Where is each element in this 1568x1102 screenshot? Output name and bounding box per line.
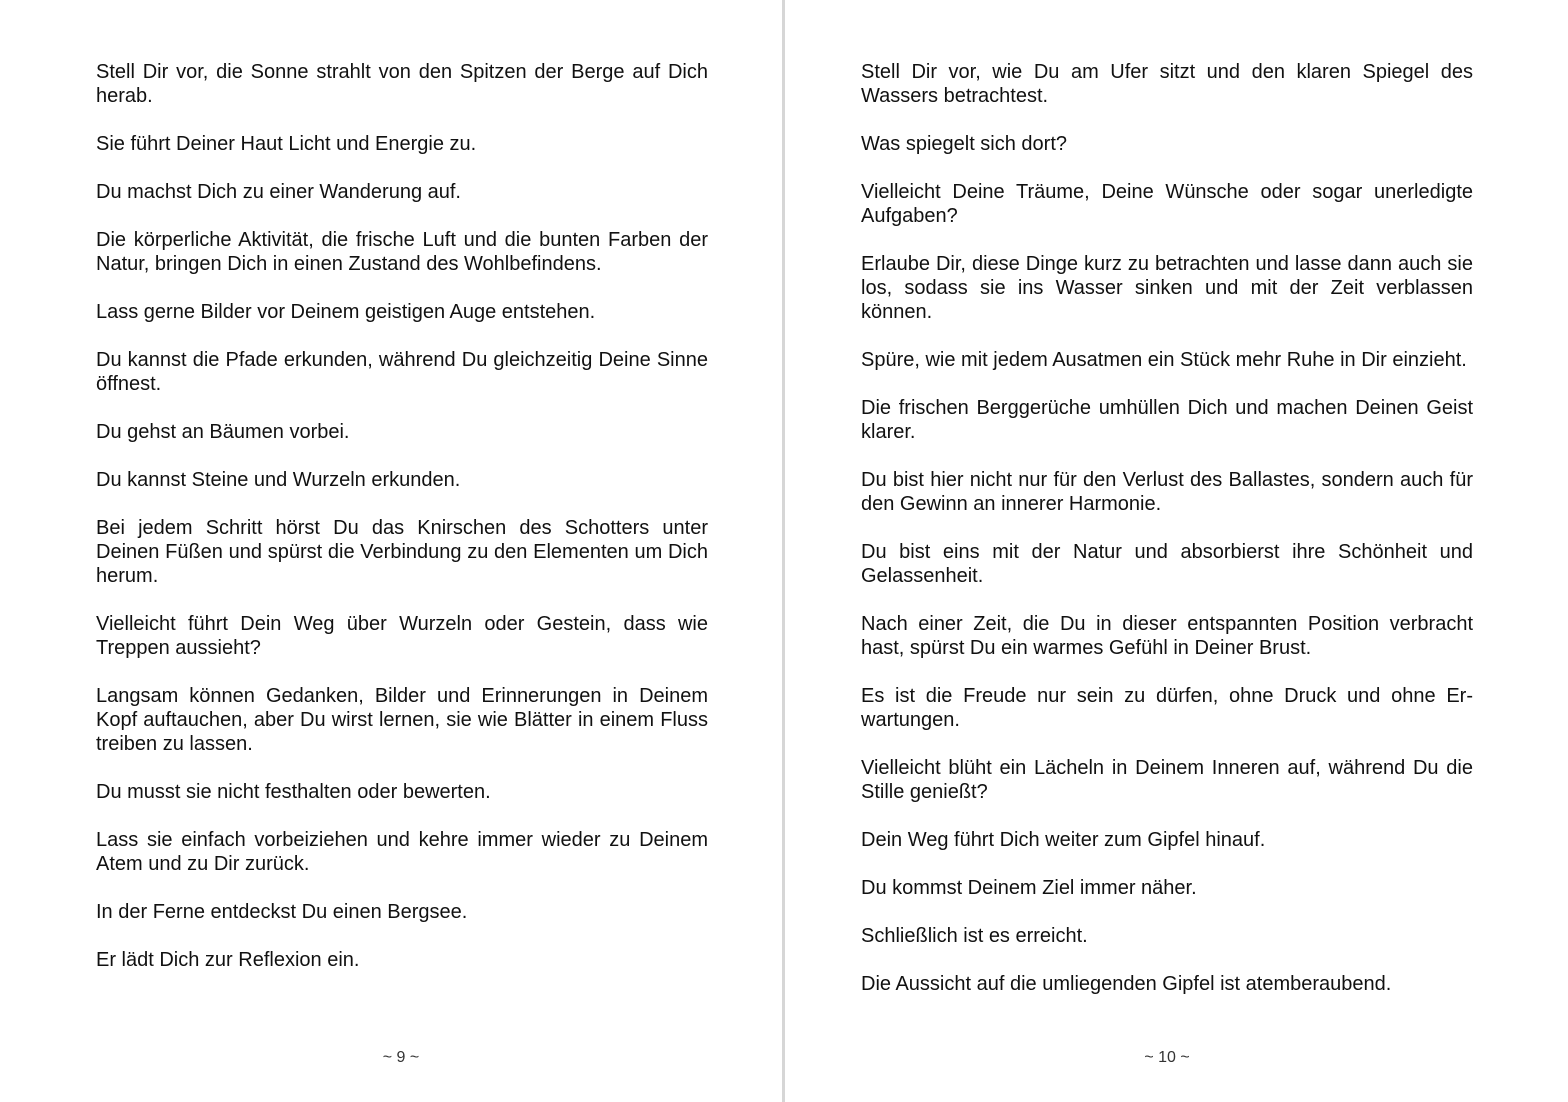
paragraph: Was spiegelt sich dort? — [861, 133, 1068, 155]
paragraph: Du musst sie nicht festhalten oder bewerten. — [96, 781, 491, 803]
paragraph: Er lädt Dich zur Reflexion ein. — [96, 949, 360, 971]
paragraph: Lass gerne Bilder vor Deinem geistigen Auge entstehen. — [96, 301, 596, 323]
paragraph: Schließlich ist es erreicht. — [861, 925, 1088, 947]
paragraph: Vielleicht blüht ein Lächeln in Deinem Inneren auf, während Du die Stille genießt? — [861, 757, 1473, 803]
right-page — [785, 0, 1568, 1102]
paragraph: Stell Dir vor, die Sonne strahlt von den Spitzen der Berge auf Dich herab. — [96, 61, 708, 107]
paragraph: Lass sie einfach vorbeiziehen und kehre immer wieder zu Deinem Atem und zu Dir zurück. — [96, 829, 708, 875]
paragraph: Du gehst an Bäumen vorbei. — [96, 421, 350, 443]
paragraph: In der Ferne entdeckst Du einen Bergsee. — [96, 901, 468, 923]
paragraph: Stell Dir vor, wie Du am Ufer sitzt und den klaren Spiegel des Wassers betrachtest. — [861, 61, 1473, 107]
paragraph: Sie führt Deiner Haut Licht und Energie zu. — [96, 133, 477, 155]
paragraph: Vielleicht Deine Träume, Deine Wünsche oder sogar unerledigte Aufgaben? — [861, 181, 1473, 227]
paragraph: Die Aussicht auf die umliegenden Gipfel ist atemberaubend. — [861, 973, 1392, 995]
paragraph: Spüre, wie mit jedem Ausatmen ein Stück mehr Ruhe in Dir einzieht. — [861, 349, 1467, 371]
paragraph: Bei jedem Schritt hörst Du das Knirschen des Schotters unter Deinen Füßen und spürst die Verbindung zu den Elementen um Dich herum. — [96, 517, 708, 587]
paragraph: Langsam können Gedanken, Bilder und Erinnerungen in Deinem Kopf auftauchen, aber Du wirst lernen, sie wie Blätter in einem Fluss treiben zu lassen. — [96, 685, 708, 755]
paragraph: Die frischen Berggerüche umhüllen Dich und machen Deinen Geist klarer. — [861, 397, 1473, 443]
paragraph: Du kannst Steine und Wurzeln erkunden. — [96, 469, 461, 491]
left-page-text — [96, 60, 708, 996]
paragraph: Nach einer Zeit, die Du in dieser entspannten Position verbracht hast, spürst Du ein warmes Gefühl in Deiner Brust. — [861, 613, 1473, 659]
paragraph: Du kannst die Pfade erkunden, während Du gleichzeitig Deine Sinne öffnest. — [96, 349, 708, 395]
left-page — [0, 0, 782, 1102]
page-number: ~ 9 ~ — [382, 1049, 420, 1066]
paragraph: Du machst Dich zu einer Wanderung auf. — [96, 181, 461, 203]
page-number: ~ 10 ~ — [1144, 1049, 1190, 1066]
paragraph: Die körperliche Aktivität, die frische Luft und die bunten Farben der Natur, bringen Dich in einen Zustand des Wohlbefindens. — [96, 229, 708, 275]
paragraph: Du kommst Deinem Ziel immer näher. — [861, 877, 1197, 899]
paragraph: Dein Weg führt Dich weiter zum Gipfel hinauf. — [861, 829, 1266, 851]
right-page-text — [861, 60, 1473, 1020]
paragraph: Du bist hier nicht nur für den Verlust des Ballastes, sondern auch für den Gewinn an innerer Harmonie. — [861, 469, 1473, 515]
paragraph: Erlaube Dir, diese Dinge kurz zu betrachten und lasse dann auch sie los, sodass sie ins Wasser sinken und mit der Zeit verblassen können. — [861, 253, 1473, 323]
paragraph: Vielleicht führt Dein Weg über Wurzeln oder Gestein, dass wie Treppen aussieht? — [96, 613, 708, 659]
paragraph: Es ist die Freude nur sein zu dürfen, ohne Druck und ohne Erwartungen. — [861, 685, 1473, 731]
paragraph: Du bist eins mit der Natur und absorbierst ihre Schönheit und Gelassenheit. — [861, 541, 1473, 587]
